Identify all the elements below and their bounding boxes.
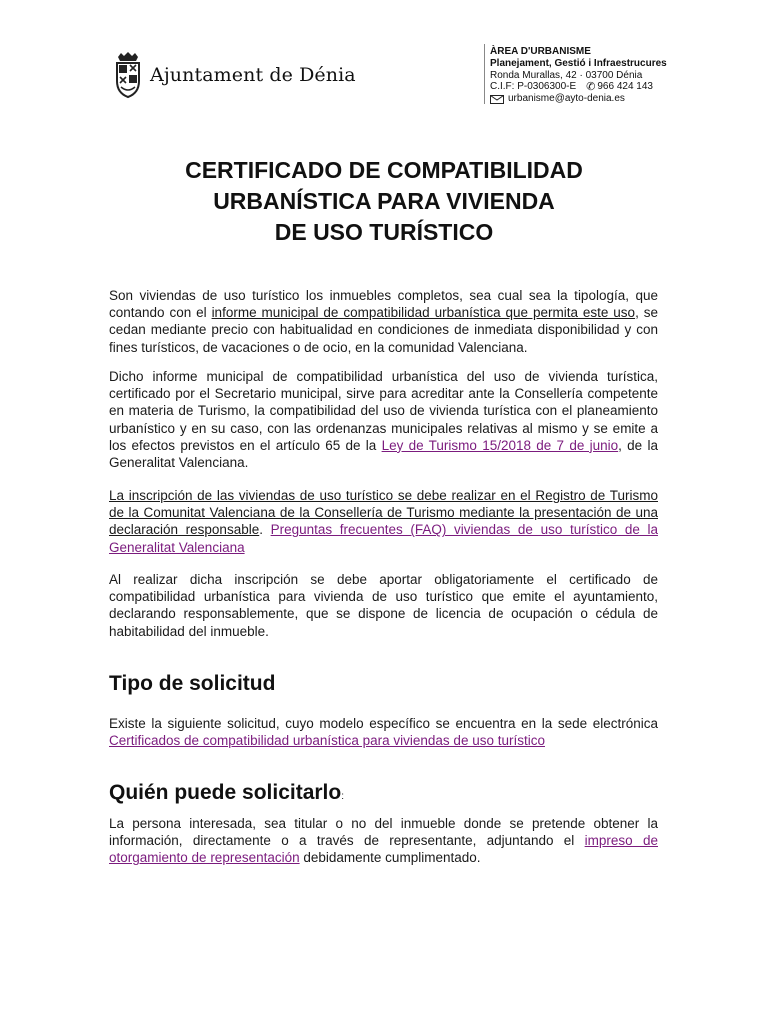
organization-name: Ajuntament de Dénia xyxy=(150,64,356,86)
certificates-link[interactable]: Certificados de compatibilidad urbanística para viviendas de uso turístico xyxy=(109,733,545,749)
department-address: Ronda Murallas, 42 · 03700 Dénia xyxy=(490,69,643,81)
section-heading-who-can-apply: Quién puede solicitarlo: xyxy=(109,781,344,804)
request-type-paragraph: Existe la siguiente solicitud, cuyo modelo específico se encuentra en la sede electrónica Certificados de compatibilidad urbanística para viviendas de uso turístico xyxy=(109,716,658,749)
certificate-paragraph: Al realizar dicha inscripción se debe aportar obligatoriamente el certificado de compatibilidad urbanística para vivienda de uso turístico que emite el ayuntamiento, declarando responsablemente, que se dispone de licencia de ocupación o cédula de habitabilidad del inmueble. xyxy=(109,572,658,639)
header-divider xyxy=(484,44,485,104)
cif-number: C.I.F: P-0306300-E xyxy=(490,81,577,93)
ley-turismo-link[interactable]: Ley de Turismo 15/2018 de 7 de junio xyxy=(381,437,619,453)
phone-number: 966 424 143 xyxy=(597,81,653,93)
title-line-3: DE USO TURÍSTICO xyxy=(274,219,494,245)
title-line-2: URBANÍSTICA PARA VIVIENDA xyxy=(213,188,555,214)
mail-icon xyxy=(490,95,504,104)
faq-link[interactable]: Preguntas frecuentes (FAQ) viviendas de uso turístico de la Generalitat Valenciana xyxy=(109,522,658,555)
phone-icon: ✆ xyxy=(586,81,596,94)
email-row xyxy=(490,93,667,105)
organization-logo xyxy=(112,50,356,100)
department-title: ÀREA D'URBANISME xyxy=(490,46,591,57)
department-subtitle: Planejament, Gestió i Infraestrucures xyxy=(490,57,667,69)
who-can-apply-paragraph: La persona interesada, sea titular o no del inmueble donde se pretende obtener la información, directamente o a través de representante, adjuntando el impreso de otorgamiento de representación debidamente cumplimentado. xyxy=(109,816,658,866)
cif-phone-row xyxy=(490,81,667,93)
intro-paragraph: Son viviendas de uso turístico los inmuebles completos, sea cual sea la tipología, que contando con el informe municipal de compatibilidad urbanística que permita este uso, se cedan mediante precio con habitualidad en condiciones de inmediata disponibilidad y con fines turísticos, de vacaciones o de ocio, en la comunidad Valenciana. xyxy=(109,288,658,355)
report-requirement-underline: informe municipal de compatibilidad urbanística que permita este uso xyxy=(211,305,636,321)
department-contact xyxy=(490,46,667,105)
email-address[interactable]: urbanisme@ayto-denia.es xyxy=(508,93,625,105)
representation-form-link[interactable]: impreso de otorgamiento de representación xyxy=(109,833,658,866)
document-title xyxy=(0,155,768,248)
coat-of-arms-icon xyxy=(112,51,144,99)
report-paragraph: Dicho informe municipal de compatibilidad urbanística del uso de vivienda turística, certificado por el Secretario municipal, sirve para acreditar ante la Consellería competente en materia de Turismo, la compatibilidad del uso de vivienda turística con el planeamiento urbanístico y en su caso, con las ordenanzas municipales relativas al mismo y se emite a los efectos previstos en el artículo 65 de la Ley de Turismo 15/2018 de 7 de junio, de la Generalitat Valenciana. xyxy=(109,369,658,471)
section-heading-request-type: Tipo de solicitud xyxy=(109,672,276,695)
title-line-1: CERTIFICADO DE COMPATIBILIDAD xyxy=(185,157,583,183)
registration-paragraph: La inscripción de las viviendas de uso turístico se debe realizar en el Registro de Turismo de la Comunitat Valenciana de la Consellería de Turismo mediante la presentación de una declaración responsable. Preguntas frecuentes (FAQ) viviendas de uso turístico de la Generalitat Valenciana xyxy=(109,488,658,555)
registration-underline: La inscripción de las viviendas de uso turístico se debe realizar en el Registro de Turismo de la Comunitat Valenciana de la Consellería de Turismo mediante la presentación de una declaración responsable xyxy=(109,488,658,538)
